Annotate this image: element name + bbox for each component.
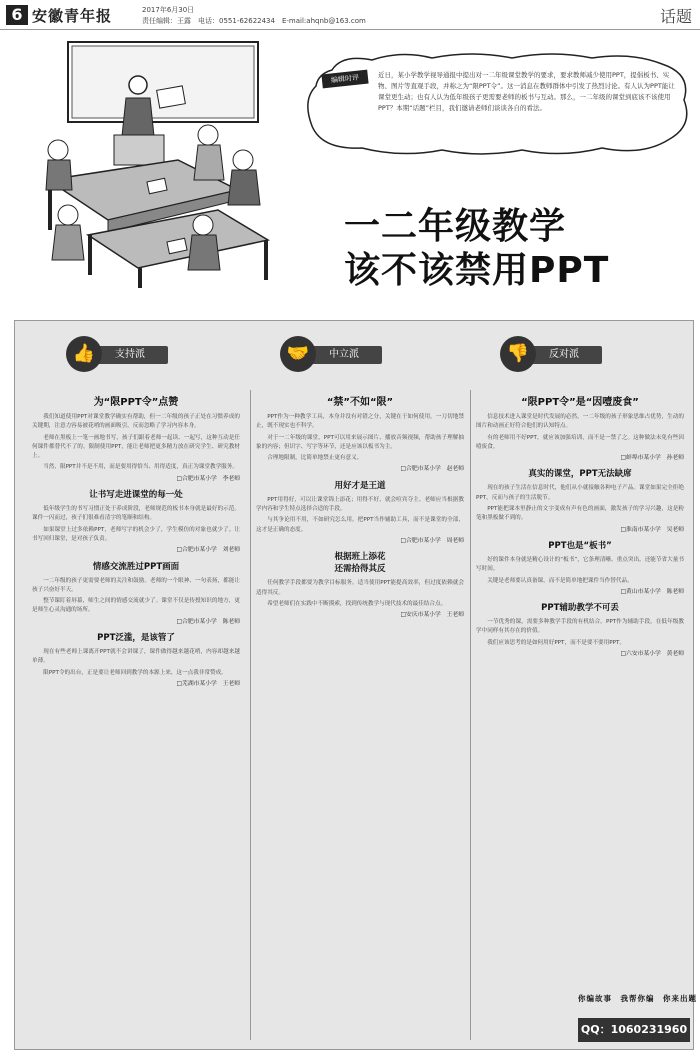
article-paragraph: 合理地限制，比简单地禁止更有意义。 [267, 455, 363, 462]
headline-line-2: 该不该禁用PPT [344, 250, 610, 291]
article-byline: □芜湖市某小学 王老师 [176, 680, 240, 687]
article-paragraph: PPT用得好，可以让课堂锦上添花；用得不好，就会喧宾夺主。老师应当根据教学内容和学生特点选择合适的手段。 [256, 496, 464, 513]
article-paragraph: 与其争论用不用，不如研究怎么用。把PPT当作辅助工具，而不是课堂的全部，这才是正确的态度。 [256, 517, 464, 533]
neutral-column [256, 394, 464, 625]
thumbs-up-icon: 👍 [66, 336, 102, 372]
article-paragraph: 任何教学手段都要为教学目标服务。适当使用PPT能提高效率，但过度依赖就会适得其反。 [256, 580, 464, 596]
article-heading: 根据班上添花 还需拾得其反 [334, 552, 386, 575]
column-divider [470, 390, 471, 1040]
article-paragraph: 希望老师们在实践中不断摸索，找到传统教学与现代技术的最佳结合点。 [267, 600, 447, 607]
handshake-icon: 🤝 [280, 336, 316, 372]
article-heading: 为“限PPT令”点赞 [93, 397, 179, 408]
article-heading: 情感交流胜过PPT画面 [92, 561, 180, 572]
issue-date: 2017年6月30日 [142, 6, 195, 14]
article-paragraph: 一二年级的孩子更需要老师的关注和鼓励。老师的一个眼神、一句表扬，都能让孩子兴奋好半天。 [32, 577, 240, 593]
article-paragraph: 好的课件本身就是精心设计的“板书”，它条理清晰、重点突出，还能节省大量书写时间。 [476, 556, 684, 573]
article-paragraph: 限PPT令的出台，正是要让老师回到教学的本源上来，这一点我非常赞成。 [43, 669, 227, 676]
editorial-tag: 编辑时评 [321, 70, 368, 89]
article-heading: “禁”不如“限” [326, 397, 394, 408]
article-paragraph: 低年级学生的书写习惯正处于养成阶段，老师规范的板书本身就是最好的示范。课件一闪而过，孩子们很难看清字的笔顺和结构。 [32, 506, 240, 522]
newspaper-name: 安徽青年报 [32, 7, 113, 25]
article-paragraph: 现在的孩子生活在信息时代，他们从小就接触各种电子产品。课堂如果完全拒绝PPT，反而与孩子的生活脱节。 [476, 485, 684, 501]
article-paragraph: 现在有些老师上课离开PPT就不会讲课了，课件做得越来越花哨，内容却越来越单薄。 [32, 649, 240, 665]
intro-box [302, 50, 694, 158]
article-heading: PPT辅助教学不可丢 [541, 603, 619, 614]
article-heading: 真实的课堂，PPT无法缺席 [528, 469, 632, 480]
article-paragraph: PPT作为一种教学工具，本身并没有对错之分，关键在于如何使用。一刀切地禁止，既不现实也不科学。 [256, 414, 464, 430]
headline-line-1: 一二年级教学 [344, 206, 567, 247]
column-divider [250, 390, 251, 1040]
article-byline: □合肥市某小学 陈老师 [176, 618, 240, 625]
article-byline: □六安市某小学 黄老师 [620, 651, 684, 658]
section-label: 话题 [659, 7, 692, 26]
article-byline: □淮南市某小学 吴老师 [620, 526, 684, 533]
support-header [66, 336, 176, 378]
support-column [32, 394, 240, 694]
article-paragraph: 当然，限PPT并不是不用，而是要用得恰当、用得适度，真正为课堂教学服务。 [43, 464, 238, 471]
contact-qq: QQ：1060231960 [578, 1018, 690, 1042]
article-byline: □合肥市某小学 周老师 [400, 537, 464, 544]
article-paragraph: 整节课盯着屏幕，师生之间的情感交流就少了。课堂不仅是传授知识的地方，更是师生心灵沟通的场所。 [32, 598, 240, 614]
intro-text: 近日，某小学教学视导通报中提出对一二年级课堂教学的要求，要求教师减少使用PPT，提倡板书、实物、图片等直观手段，并称之为“限PPT令”。这一消息在教师群体中引发了热烈讨论。有人认为PPT能让课堂更生动；也有人认为低年级孩子更需要老师的板书与互动。那么，一二年级的课堂到底该不该使用PPT？本期“话题”栏目，我们邀请老师们谈谈各自的看法。 [378, 71, 675, 112]
oppose-label: 反对派 [526, 346, 602, 364]
neutral-header [280, 336, 390, 378]
article-byline: □安庆市某小学 王老师 [400, 612, 464, 619]
oppose-column [476, 394, 684, 664]
article-paragraph: PPT能把课本里静止的文字变成有声有色的画面，激发孩子的学习兴趣，这是粉笔和黑板做不到的。 [476, 506, 684, 522]
article-heading: 让书写走进课堂的每一处 [89, 490, 183, 501]
classroom-illustration [28, 40, 286, 290]
article-paragraph: 老师在黑板上一笔一画地书写，孩子们跟着老师一起读、一起写，这种互动是任何课件都替代不了的。限制使用PPT，能让老师把更多精力放在研究学生、研究教材上。 [32, 434, 240, 460]
article-byline: □黄山市某小学 陈老师 [620, 588, 684, 595]
article-paragraph: 我们应该思考的是如何用好PPT，而不是要不要用PPT。 [487, 639, 625, 646]
article-paragraph: 关键是老师要认真备课，而不是简单地把课件当作替代品。 [487, 577, 633, 584]
article-paragraph: 一节优秀的课，需要多种教学手段的有机结合。PPT作为辅助手段，在低年级教学中同样有其存在的价值。 [476, 619, 684, 635]
article-paragraph: 对于一二年级的课堂，PPT可以用来展示图片、播放音频视频，帮助孩子理解抽象的内容；但识字、写字等环节，还是应该以板书为主。 [256, 434, 464, 450]
article-byline: □合肥市某小学 刘老师 [176, 547, 240, 554]
thumbs-down-icon: 👎 [500, 336, 536, 372]
article-heading: 用好才是王道 [334, 480, 386, 491]
oppose-header [500, 336, 610, 378]
article-byline: □蚌埠市某小学 孙老师 [620, 455, 684, 462]
article-heading: PPT也是“板书” [548, 540, 612, 551]
neutral-label: 中立派 [306, 346, 382, 364]
article-paragraph: 信息技术进入课堂是时代发展的必然。一二年级的孩子形象思维占优势，生动的图片和动画正好符合他们的认知特点。 [476, 414, 684, 430]
page-number: 6 [6, 5, 28, 25]
article-paragraph: 我们知道使用PPT对课堂教学确实有帮助，但一二年级的孩子正处在习惯养成的关键期，注意力容易被花哨的画面吸引，反而忽略了学习内容本身。 [32, 414, 240, 430]
article-paragraph: 有的老师用不好PPT，就应该加强培训，而不是一禁了之。这种做法未免有些因噎废食。 [476, 434, 684, 450]
article-byline: □合肥市某小学 李老师 [176, 475, 240, 482]
article-heading: PPT泛滥，是该管了 [97, 633, 175, 644]
footer-sticker: 你编故事 我帮你编 你来出题 [578, 994, 697, 1003]
article-heading: “限PPT令”是“因噎废食” [521, 397, 639, 408]
article-byline: □合肥市某小学 赵老师 [400, 466, 464, 473]
editor-info: 责任编辑：王露 电话：0551-62622434 E-mail:ahqnb@163.com [142, 17, 366, 25]
masthead [0, 0, 700, 30]
article-paragraph: 如果课堂上过多依赖PPT，老师写字的机会少了，学生模仿的对象也就少了。让书写回归课堂，是对孩子负责。 [32, 526, 240, 542]
support-label: 支持派 [92, 346, 168, 364]
